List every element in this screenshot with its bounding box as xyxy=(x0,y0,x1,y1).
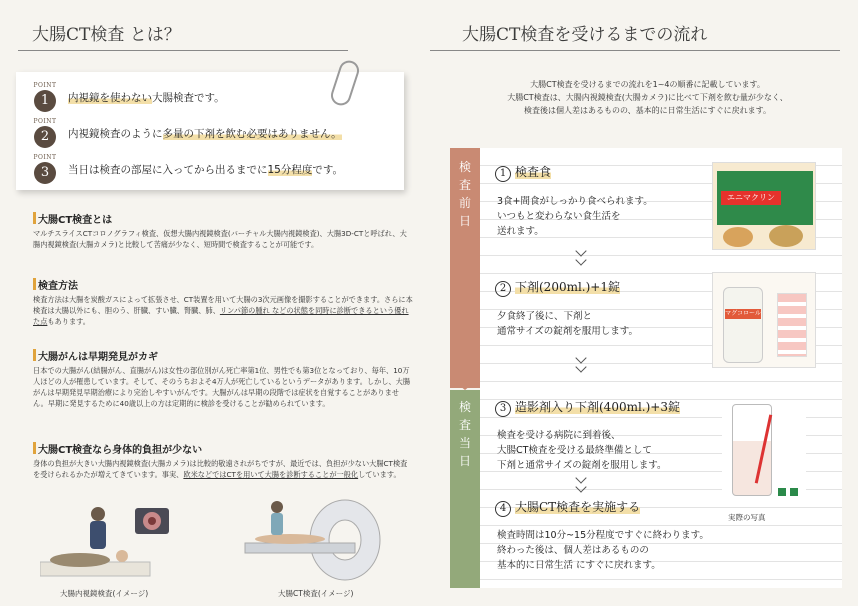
section-marker xyxy=(33,442,36,454)
step-title: 3 造影剤入り下剤(400ml.)+3錠 xyxy=(495,398,680,417)
section-body: 検査方法は大腸を炭酸ガスによって拡張させ、CT装置を用いて大腸の3次元画像を撮影することができます。さらに本検査は大腸以外にも、胆のう、肝臓、すい臓、腎臓、肺、リンパ節の腫れ などの状態を同時に診断できるという優れた点もあります。 xyxy=(33,295,413,326)
step-body: 夕食終了後に、下剤と 通常サイズの錠剤を服用します。 xyxy=(497,311,638,337)
band-arrow-icon xyxy=(450,378,480,390)
section-body: 日本での大腸がん(結腸がん、直腸がん)は女性の部位別がん死亡率第1位、男性でも第3位となっており、毎年、10万人ほどの人が罹患しています。そして、そのうちおよそ4万人が死亡しているというデータがあります。しかし、大腸がんは早期発見早期治療により完治しやすいがんです。大腸がんは早期の段階では症状を自覚することがありません。早期に発見するために40歳以上の方は定期的に検診を受けることが勧められています。 xyxy=(33,366,411,408)
section-heading: 大腸CT検査とは xyxy=(38,215,113,226)
title-divider xyxy=(18,50,348,51)
section-marker xyxy=(33,212,36,224)
section-marker xyxy=(33,349,36,361)
section-heading: 大腸がんは早期発見がカギ xyxy=(38,352,158,363)
illustration-caption: 大腸CT検査(イメージ) xyxy=(278,589,354,598)
point-text: 内視鏡検査のように多量の下剤を飲む必要はありません。 xyxy=(68,127,342,140)
step-body: 3食+間食がしっかり食べられます。 いつもと変わらない食生活を 送れます。 xyxy=(497,196,653,237)
point-row-2 xyxy=(32,118,342,148)
left-page xyxy=(0,0,420,606)
point-text: 当日は検査の部屋に入ってから出るまでに15分程度です。 xyxy=(68,163,344,176)
ct-scanner-illustration xyxy=(235,495,385,585)
illustration-caption: 大腸内視鏡検査(イメージ) xyxy=(60,589,149,598)
laxative-photo: マグコロール xyxy=(712,272,816,368)
point-badge-icon: POINT 3 xyxy=(32,154,58,184)
step-title: 2 下剤(200ml.)+1錠 xyxy=(495,278,620,297)
step-title: 4 大腸CT検査を実施する xyxy=(495,498,640,517)
section-marker xyxy=(33,278,36,290)
point-row-3 xyxy=(32,154,343,184)
contrast-photo xyxy=(722,400,806,504)
band-day-before: 検 査 前 日 xyxy=(450,148,480,388)
endoscopy-illustration xyxy=(40,500,180,585)
photo-caption: 実際の写真 xyxy=(728,513,766,522)
point-text: 内視鏡を使わない大腸検査です。 xyxy=(68,91,225,104)
step-body: 検査を受ける病院に到着後、 大腸CT検査を受ける最終準備として 下剤と通常サイズの錠剤を服用します。 xyxy=(497,430,667,471)
section-body: マルチスライスCTコロノグラフィ検査、仮想大腸内視鏡検査(バーチャル大腸内視鏡検査)、大腸3D-CTと呼ばれ、大腸内視鏡検査(大腸カメラ)と比較して苦痛が少なく、短時間で検査することが可能です。 xyxy=(33,229,407,249)
point-row-1 xyxy=(32,82,225,112)
step-title: 1 検査食 xyxy=(495,163,551,182)
page-title: 大腸CT検査 とは？ xyxy=(32,25,181,45)
section-heading: 大腸CT検査なら身体的負担が少ない xyxy=(38,445,203,456)
band-exam-day: 検 査 当 日 xyxy=(450,390,480,588)
point-badge-icon: POINT 1 xyxy=(32,82,58,112)
step-body: 検査時間は10分~15分程度ですぐに終わります。 終わった後は、個人差はあるものの 基本的に日常生活 にすぐに戻れます。 xyxy=(497,530,709,571)
page-title: 大腸CT検査を受けるまでの流れ xyxy=(462,25,708,45)
section-heading: 検査方法 xyxy=(38,281,78,292)
title-divider xyxy=(430,50,840,51)
point-badge-icon: POINT 2 xyxy=(32,118,58,148)
product-photo: エニマクリン xyxy=(712,162,816,250)
section-body: 身体の負担が大きい大腸内視鏡検査(大腸カメラ)は比較的敬遠されがちですが、最近では、負担が少ない大腸CT検査を受けられるかたが増えてきています。事実、欧米などではCTを用いて大腸を診断することが一般化しています。 xyxy=(33,459,408,479)
intro-text: 大腸CT検査を受けるまでの流れを1~4の順番に記載しています。 大腸CT検査は、大腸内視鏡検査(大腸カメラ)に比べて下剤を飲む量が少なく、 検査後は個人差はあるものの、基本的に日常生活にすぐに戻れます。 xyxy=(507,80,788,115)
